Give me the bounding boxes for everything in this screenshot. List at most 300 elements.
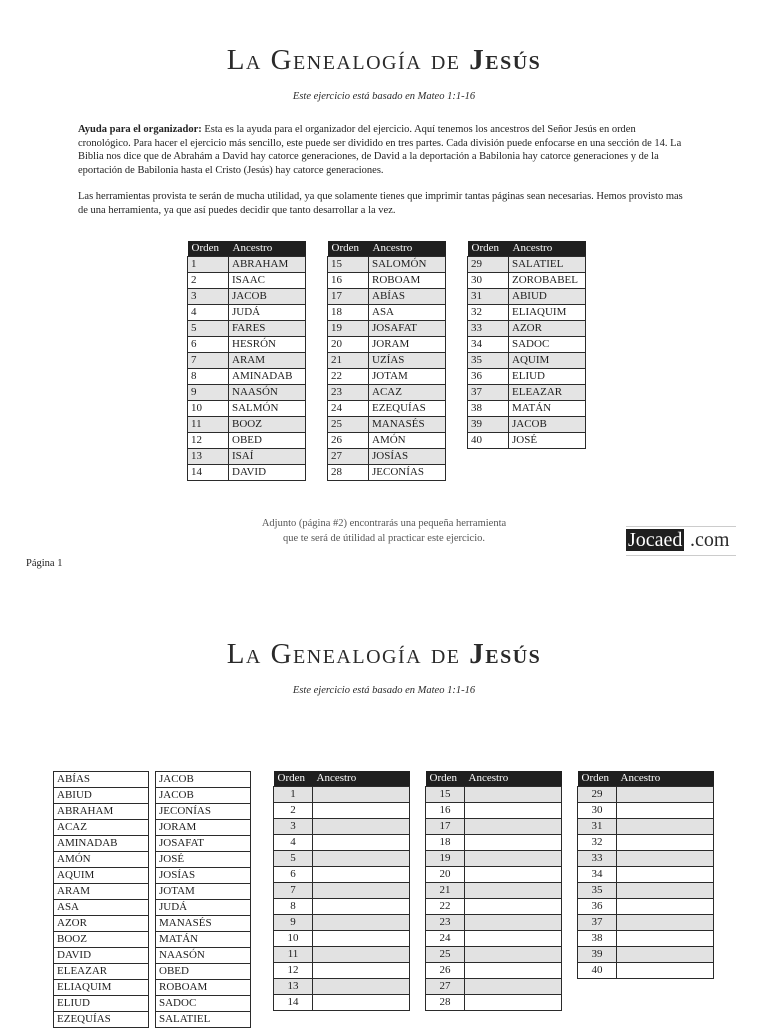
word-bank-row — [54, 1012, 149, 1028]
word-bank-column-2 — [155, 771, 251, 1028]
word-bank-item: JUDÁ — [156, 900, 251, 916]
word-bank-row — [54, 964, 149, 980]
table-row — [426, 851, 562, 867]
order-cell: 6 — [274, 867, 313, 883]
page2-title — [0, 638, 768, 671]
ancestor-header: Ancestro — [313, 771, 410, 787]
table-row — [274, 995, 410, 1011]
ancestor-blank-cell[interactable] — [313, 995, 410, 1011]
order-cell: 2 — [274, 803, 313, 819]
word-bank-item: JECONÍAS — [156, 804, 251, 820]
order-cell: 34 — [578, 867, 617, 883]
word-bank-column-1 — [53, 771, 149, 1028]
order-cell: 14 — [274, 995, 313, 1011]
table-row — [328, 449, 446, 465]
table-row — [188, 257, 306, 273]
table-row — [578, 835, 714, 851]
word-bank-item: JACOB — [156, 772, 251, 788]
ancestor-blank-cell[interactable] — [313, 979, 410, 995]
order-cell: 4 — [274, 835, 313, 851]
word-bank-item: OBED — [156, 964, 251, 980]
word-bank-item: JORAM — [156, 820, 251, 836]
ancestor-blank-cell[interactable] — [465, 899, 562, 915]
ancestor-blank-cell[interactable] — [465, 995, 562, 1011]
order-cell: 8 — [188, 369, 229, 385]
ancestor-cell: SALATIEL — [509, 257, 586, 273]
table-row — [426, 787, 562, 803]
table-header-row — [274, 771, 410, 787]
ancestor-cell: JACOB — [229, 289, 306, 305]
table-row — [468, 417, 586, 433]
page1-title-main: La Genealogía de — [226, 44, 461, 76]
word-bank-row — [54, 868, 149, 884]
ancestor-cell: ELIUD — [509, 369, 586, 385]
table-row — [468, 369, 586, 385]
table-row — [188, 273, 306, 289]
ancestor-blank-cell[interactable] — [617, 947, 714, 963]
ancestor-blank-cell[interactable] — [465, 979, 562, 995]
table-row — [188, 305, 306, 321]
word-bank-row — [156, 916, 251, 932]
table-header-row — [328, 241, 446, 257]
table-row — [426, 835, 562, 851]
ancestor-header: Ancestro — [509, 241, 586, 257]
word-bank-row — [54, 916, 149, 932]
table-row — [274, 931, 410, 947]
word-bank-item: AMINADAB — [54, 836, 149, 852]
table-row — [274, 787, 410, 803]
order-cell: 32 — [578, 835, 617, 851]
order-cell: 34 — [468, 337, 509, 353]
order-cell: 9 — [274, 915, 313, 931]
table-row — [328, 369, 446, 385]
page-number: Página 1 — [26, 558, 63, 569]
ancestor-blank-cell[interactable] — [313, 931, 410, 947]
tools-paragraph: Las herramientas provista te serán de mucha utilidad, ya que solamente tienes que imprimir tantas páginas sean necesarias. Hemos provisto mas de una herramienta, ya que así puedes decidir que tanto desarrollar a la vez. — [78, 191, 683, 216]
table-row — [328, 433, 446, 449]
ancestor-blank-cell[interactable] — [617, 803, 714, 819]
ancestor-blank-cell[interactable] — [617, 931, 714, 947]
table-row — [468, 257, 586, 273]
ancestor-blank-cell[interactable] — [617, 867, 714, 883]
table-row — [274, 979, 410, 995]
ancestor-cell: UZÍAS — [369, 353, 446, 369]
ancestor-cell: ROBOAM — [369, 273, 446, 289]
order-cell: 31 — [578, 819, 617, 835]
word-bank-row — [54, 804, 149, 820]
order-cell: 37 — [578, 915, 617, 931]
order-cell: 10 — [188, 401, 229, 417]
table-row — [188, 465, 306, 481]
ancestor-blank-cell[interactable] — [313, 947, 410, 963]
table-row — [468, 273, 586, 289]
order-cell: 38 — [468, 401, 509, 417]
table-row — [188, 337, 306, 353]
table-row — [188, 385, 306, 401]
ancestor-blank-cell[interactable] — [313, 835, 410, 851]
word-bank-row — [156, 964, 251, 980]
ancestor-blank-cell[interactable] — [465, 851, 562, 867]
word-bank-item: AZOR — [54, 916, 149, 932]
table-row — [578, 947, 714, 963]
ancestor-cell: OBED — [229, 433, 306, 449]
blank-table-2 — [425, 771, 562, 1011]
table-row — [328, 401, 446, 417]
table-row — [188, 369, 306, 385]
table-row — [426, 947, 562, 963]
word-bank-row — [54, 836, 149, 852]
table-row — [578, 963, 714, 979]
order-cell: 30 — [578, 803, 617, 819]
word-bank-item: SALATIEL — [156, 1012, 251, 1028]
table-row — [328, 353, 446, 369]
ancestor-header: Ancestro — [617, 771, 714, 787]
table-row — [426, 899, 562, 915]
word-bank-item: ARAM — [54, 884, 149, 900]
order-cell: 36 — [578, 899, 617, 915]
order-cell: 7 — [274, 883, 313, 899]
table-header-row — [188, 241, 306, 257]
order-cell: 4 — [188, 305, 229, 321]
order-cell: 1 — [188, 257, 229, 273]
order-cell: 12 — [274, 963, 313, 979]
ancestor-cell: MATÁN — [509, 401, 586, 417]
word-bank-item: SADOC — [156, 996, 251, 1012]
word-bank-row — [156, 900, 251, 916]
ancestor-cell: JORAM — [369, 337, 446, 353]
word-bank-item: ABRAHAM — [54, 804, 149, 820]
word-bank-item: ABÍAS — [54, 772, 149, 788]
ancestor-cell: ELIAQUIM — [509, 305, 586, 321]
word-bank-item: JOSÍAS — [156, 868, 251, 884]
ancestor-blank-cell[interactable] — [313, 867, 410, 883]
ancestor-blank-cell[interactable] — [617, 899, 714, 915]
word-bank-item: DAVID — [54, 948, 149, 964]
word-bank-item: EZEQUÍAS — [54, 1012, 149, 1028]
word-bank-item: JOTAM — [156, 884, 251, 900]
table-row — [188, 417, 306, 433]
word-bank-row — [156, 980, 251, 996]
word-bank-row — [156, 836, 251, 852]
order-header: Orden — [426, 771, 465, 787]
table-header-row — [578, 771, 714, 787]
order-cell: 14 — [188, 465, 229, 481]
ancestor-cell: ISAAC — [229, 273, 306, 289]
order-cell: 5 — [188, 321, 229, 337]
logo-light-text: .com — [690, 529, 730, 551]
attachment-note-line1: Adjunto (página #2) encontrarás una pequeña herramienta — [261, 518, 507, 529]
ancestor-blank-cell[interactable] — [465, 867, 562, 883]
ancestor-blank-cell[interactable] — [617, 915, 714, 931]
order-cell: 7 — [188, 353, 229, 369]
ancestor-cell: ISAÍ — [229, 449, 306, 465]
table-row — [328, 305, 446, 321]
word-bank-item: BOOZ — [54, 932, 149, 948]
table-row — [274, 803, 410, 819]
table-row — [468, 321, 586, 337]
order-cell: 29 — [468, 257, 509, 273]
word-bank-row — [54, 788, 149, 804]
table-row — [578, 803, 714, 819]
ancestor-blank-cell[interactable] — [465, 915, 562, 931]
ancestor-blank-cell[interactable] — [617, 851, 714, 867]
table-row — [578, 931, 714, 947]
table-row — [426, 819, 562, 835]
ancestor-blank-cell[interactable] — [465, 963, 562, 979]
word-bank-row — [156, 1012, 251, 1028]
ancestor-cell: JOSÉ — [509, 433, 586, 449]
order-cell: 23 — [328, 385, 369, 401]
word-bank-item: JOSAFAT — [156, 836, 251, 852]
word-bank-item: ROBOAM — [156, 980, 251, 996]
table-row — [188, 433, 306, 449]
word-bank-item: AMÓN — [54, 852, 149, 868]
table-row — [328, 257, 446, 273]
blank-table-3 — [577, 771, 714, 979]
order-cell: 38 — [578, 931, 617, 947]
organizer-help-paragraph — [78, 123, 690, 177]
order-cell: 17 — [328, 289, 369, 305]
table-row — [426, 963, 562, 979]
table-row — [426, 803, 562, 819]
ancestor-cell: JOSÍAS — [369, 449, 446, 465]
table-row — [328, 321, 446, 337]
order-cell: 39 — [578, 947, 617, 963]
table-row — [426, 883, 562, 899]
table-row — [578, 851, 714, 867]
order-header: Orden — [274, 771, 313, 787]
order-cell: 11 — [188, 417, 229, 433]
word-bank-row — [156, 852, 251, 868]
table-row — [468, 401, 586, 417]
order-cell: 18 — [426, 835, 465, 851]
ancestor-cell: ZOROBABEL — [509, 273, 586, 289]
table-row — [468, 289, 586, 305]
order-cell: 26 — [426, 963, 465, 979]
order-cell: 26 — [328, 433, 369, 449]
order-cell: 22 — [328, 369, 369, 385]
table-row — [274, 867, 410, 883]
word-bank-item: ASA — [54, 900, 149, 916]
ancestor-blank-cell[interactable] — [465, 931, 562, 947]
ancestor-cell: SADOC — [509, 337, 586, 353]
order-cell: 13 — [274, 979, 313, 995]
ancestor-blank-cell[interactable] — [617, 819, 714, 835]
ancestor-blank-cell[interactable] — [313, 883, 410, 899]
order-cell: 1 — [274, 787, 313, 803]
table-header-row — [426, 771, 562, 787]
order-cell: 3 — [274, 819, 313, 835]
ancestor-header: Ancestro — [465, 771, 562, 787]
ancestor-cell: AMÓN — [369, 433, 446, 449]
order-cell: 24 — [426, 931, 465, 947]
organizer-help-text: Esta es la ayuda para el organizador del ejercicio. Aquí tenemos los ancestros del Señor Jesús en orden cronológico. Para hacer el ejercicio más sencillo, este puede ser dividido en tres partes. Cada división puede enfocarse en una sección de 14. La Biblia nos dice que de Abrahám a David hay catorce generaciones, de David a la deportación a Babilonia hay catorce generaciones y de la eportación de Babilonia hasta el Cristo (Jesús) hay catorce generaciones. — [78, 124, 682, 176]
jocaed-logo — [626, 526, 736, 556]
table-row — [578, 819, 714, 835]
word-bank-item: AQUIM — [54, 868, 149, 884]
ancestor-blank-cell[interactable] — [465, 819, 562, 835]
word-bank-item: ABIUD — [54, 788, 149, 804]
ancestor-cell: JUDÁ — [229, 305, 306, 321]
table-row — [328, 385, 446, 401]
order-cell: 21 — [328, 353, 369, 369]
ancestor-blank-cell[interactable] — [617, 787, 714, 803]
word-bank-row — [54, 852, 149, 868]
order-cell: 31 — [468, 289, 509, 305]
order-cell: 17 — [426, 819, 465, 835]
ancestor-blank-cell[interactable] — [313, 819, 410, 835]
order-cell: 33 — [468, 321, 509, 337]
order-cell: 30 — [468, 273, 509, 289]
ancestor-blank-cell[interactable] — [313, 851, 410, 867]
word-bank-row — [54, 980, 149, 996]
ancestor-blank-cell[interactable] — [465, 883, 562, 899]
order-cell: 39 — [468, 417, 509, 433]
ancestor-blank-cell[interactable] — [313, 915, 410, 931]
word-bank-item: MATÁN — [156, 932, 251, 948]
word-bank-row — [156, 804, 251, 820]
table-row — [328, 289, 446, 305]
table-row — [426, 915, 562, 931]
ancestor-blank-cell[interactable] — [465, 947, 562, 963]
order-cell: 29 — [578, 787, 617, 803]
table-row — [274, 947, 410, 963]
ancestors-table-3 — [467, 241, 586, 449]
order-cell: 40 — [578, 963, 617, 979]
table-row — [328, 337, 446, 353]
blank-table-1 — [273, 771, 410, 1011]
order-cell: 33 — [578, 851, 617, 867]
order-header: Orden — [468, 241, 509, 257]
word-bank-item: MANASÉS — [156, 916, 251, 932]
order-cell: 25 — [328, 417, 369, 433]
table-row — [188, 449, 306, 465]
order-cell: 19 — [426, 851, 465, 867]
table-row — [468, 305, 586, 321]
table-row — [274, 899, 410, 915]
ancestor-cell: AQUIM — [509, 353, 586, 369]
organizer-help-lead: Ayuda para el organizador: — [78, 124, 202, 135]
order-cell: 36 — [468, 369, 509, 385]
ancestor-blank-cell[interactable] — [617, 963, 714, 979]
order-cell: 21 — [426, 883, 465, 899]
ancestor-blank-cell[interactable] — [617, 835, 714, 851]
order-cell: 23 — [426, 915, 465, 931]
word-bank-row — [156, 932, 251, 948]
table-row — [578, 915, 714, 931]
table-row — [578, 883, 714, 899]
order-cell: 20 — [328, 337, 369, 353]
table-row — [274, 963, 410, 979]
ancestor-cell: SALOMÓN — [369, 257, 446, 273]
table-row — [578, 867, 714, 883]
order-cell: 25 — [426, 947, 465, 963]
word-bank-row — [156, 868, 251, 884]
ancestor-blank-cell[interactable] — [313, 787, 410, 803]
table-row — [426, 979, 562, 995]
ancestor-blank-cell[interactable] — [465, 803, 562, 819]
ancestor-cell: DAVID — [229, 465, 306, 481]
order-cell: 35 — [578, 883, 617, 899]
page2-subtitle: Este ejercicio está basado en Mateo 1:1-16 — [292, 685, 476, 696]
ancestor-blank-cell[interactable] — [465, 835, 562, 851]
ancestor-cell: BOOZ — [229, 417, 306, 433]
ancestor-blank-cell[interactable] — [465, 787, 562, 803]
ancestors-table-2 — [327, 241, 446, 481]
ancestor-cell: HESRÓN — [229, 337, 306, 353]
ancestor-cell: AMINADAB — [229, 369, 306, 385]
word-bank-row — [54, 820, 149, 836]
ancestor-cell: ABIUD — [509, 289, 586, 305]
ancestor-cell: EZEQUÍAS — [369, 401, 446, 417]
ancestor-blank-cell[interactable] — [313, 803, 410, 819]
order-header: Orden — [578, 771, 617, 787]
ancestor-blank-cell[interactable] — [313, 963, 410, 979]
ancestor-cell: JACOB — [509, 417, 586, 433]
table-row — [188, 353, 306, 369]
ancestor-cell: JOSAFAT — [369, 321, 446, 337]
table-row — [468, 385, 586, 401]
word-bank-row — [54, 900, 149, 916]
word-bank-row — [156, 820, 251, 836]
ancestor-header: Ancestro — [229, 241, 306, 257]
page1-title-name: Jesús — [469, 44, 542, 76]
ancestor-cell: SALMÓN — [229, 401, 306, 417]
table-row — [468, 433, 586, 449]
word-bank-row — [54, 948, 149, 964]
word-bank-row — [156, 788, 251, 804]
table-row — [578, 899, 714, 915]
word-bank-item: ELIAQUIM — [54, 980, 149, 996]
word-bank-row — [54, 772, 149, 788]
order-cell: 28 — [328, 465, 369, 481]
word-bank-item: NAASÓN — [156, 948, 251, 964]
logo-dark-text: Jocaed — [628, 529, 683, 551]
ancestor-cell: JOTAM — [369, 369, 446, 385]
order-cell: 9 — [188, 385, 229, 401]
table-row — [188, 321, 306, 337]
order-cell: 16 — [328, 273, 369, 289]
organizer-help — [78, 123, 690, 217]
table-row — [274, 915, 410, 931]
word-bank-row — [54, 884, 149, 900]
order-cell: 19 — [328, 321, 369, 337]
attachment-note-line2: que te será de útilidad al practicar este ejercicio. — [282, 532, 486, 544]
order-header: Orden — [328, 241, 369, 257]
ancestor-cell: JECONÍAS — [369, 465, 446, 481]
order-cell: 15 — [426, 787, 465, 803]
word-bank-item: ELEAZAR — [54, 964, 149, 980]
order-cell: 28 — [426, 995, 465, 1011]
table-row — [328, 417, 446, 433]
table-row — [274, 819, 410, 835]
word-bank-item: ELIUD — [54, 996, 149, 1012]
table-row — [426, 867, 562, 883]
order-cell: 8 — [274, 899, 313, 915]
ancestor-blank-cell[interactable] — [313, 899, 410, 915]
page1-subtitle: Este ejercicio está basado en Mateo 1:1-16 — [292, 91, 476, 102]
word-bank-item: JACOB — [156, 788, 251, 804]
page2-title-main: La Genealogía de — [226, 638, 461, 670]
ancestor-cell: AZOR — [509, 321, 586, 337]
order-cell: 18 — [328, 305, 369, 321]
order-cell: 27 — [328, 449, 369, 465]
word-bank-item: JOSÉ — [156, 852, 251, 868]
ancestor-cell: MANASÉS — [369, 417, 446, 433]
ancestor-blank-cell[interactable] — [617, 883, 714, 899]
order-cell: 15 — [328, 257, 369, 273]
table-row — [188, 289, 306, 305]
